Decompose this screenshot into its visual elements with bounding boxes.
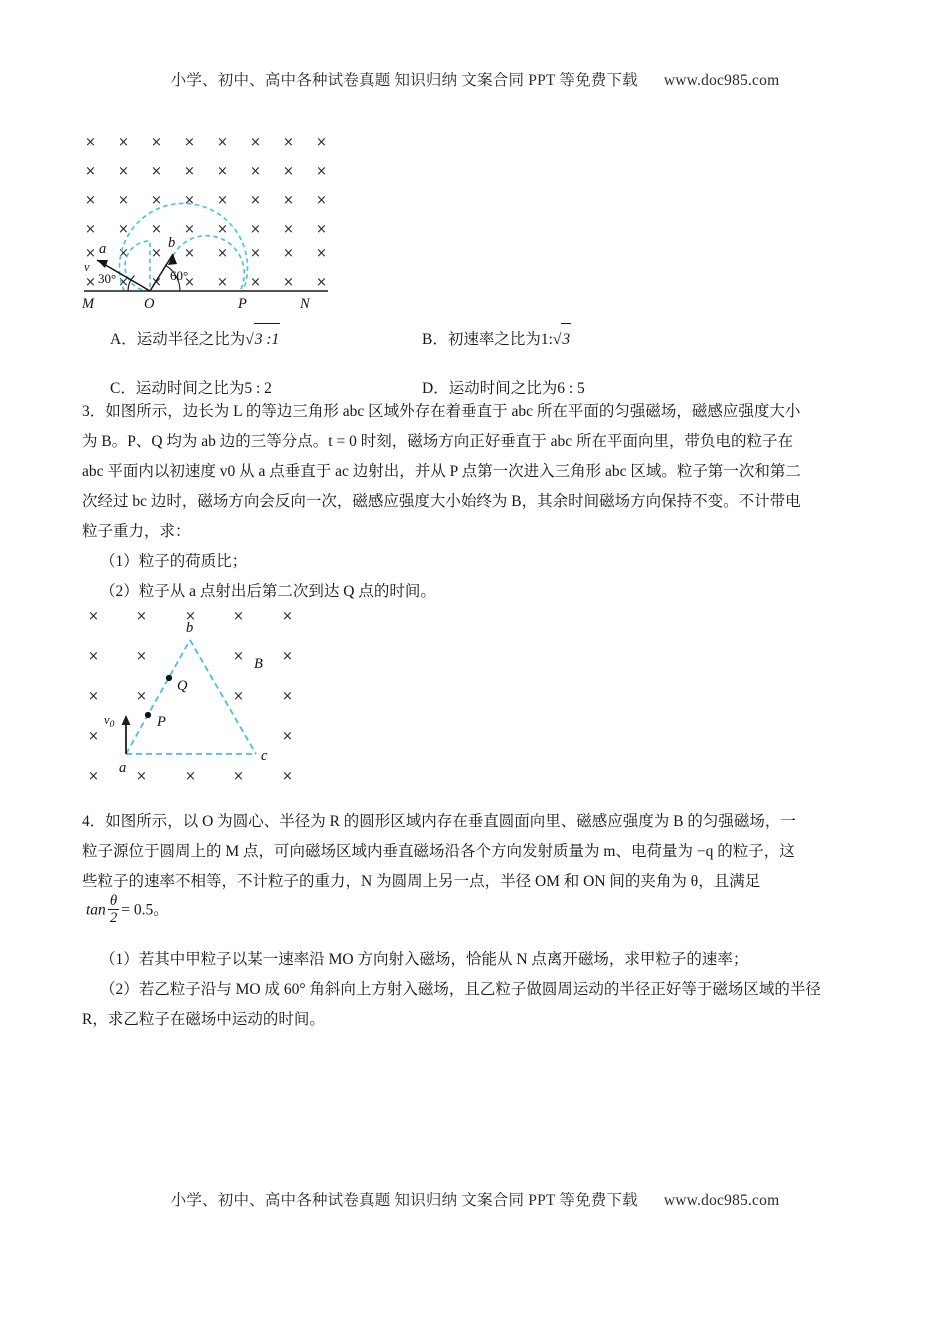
figure1-label-v: v [84,260,90,274]
svg-text:×: × [250,222,261,237]
svg-text:×: × [184,246,195,261]
option-a-value: 3 :1 [254,323,281,355]
svg-text:×: × [151,222,162,237]
svg-text:×: × [283,275,294,290]
svg-text:×: × [151,164,162,179]
figure1-label-P: P [238,296,247,312]
svg-text:×: × [217,164,228,179]
svg-text:×: × [136,609,147,624]
figure2-label-Q: Q [177,678,188,694]
option-c-value: 5 : 2 [244,380,272,397]
svg-text:×: × [184,193,195,208]
svg-text:×: × [185,609,196,624]
svg-text:×: × [283,135,294,150]
option-c-prefix: C．运动时间之比为 [110,380,245,397]
header-banner-url: www.doc985.com [663,72,780,89]
svg-text:×: × [185,769,196,784]
option-b-radical: √3 [553,323,571,355]
svg-text:×: × [316,275,327,290]
svg-text:×: × [85,246,96,261]
svg-text:×: × [282,689,293,704]
svg-text:×: × [282,649,293,664]
figure-triangle-abc [78,602,358,790]
formula-equals: = 0.5 [121,901,154,919]
option-a-prefix: A．运动半径之比为 [110,331,246,348]
question3-sub1: （1）粒子的荷质比； [100,553,248,570]
angle-arc-30 [128,276,135,292]
svg-text:×: × [85,275,96,290]
svg-text:×: × [88,769,99,784]
question3-number: 3 [82,403,90,420]
svg-text:×: × [250,275,261,290]
option-b[interactable] [422,323,734,355]
svg-text:×: × [85,164,96,179]
svg-text:×: × [88,729,99,744]
formula-denominator: 2 [109,910,118,927]
svg-text:×: × [151,135,162,150]
svg-text:×: × [118,275,129,290]
svg-text:×: × [88,609,99,624]
question3-block [82,397,864,547]
question4-line3: 些粒子的速率不相等，不计粒子的重力，N 为圆周上另一点，半径 OM 和 ON 间的夹角为 θ，且满足 [82,873,761,890]
figure1-label-O: O [144,296,155,312]
footer-banner [0,1188,950,1210]
svg-text:×: × [283,246,294,261]
figure2-label-P: P [157,714,166,730]
formula-numerator: θ [109,893,118,909]
option-d-prefix: D．运动时间之比为 [422,380,558,397]
svg-text:×: × [151,246,162,261]
svg-text:×: × [85,222,96,237]
question4-formula [86,893,169,926]
svg-text:×: × [184,222,195,237]
svg-text:×: × [118,222,129,237]
figure2-label-c: c [261,748,268,764]
svg-text:×: × [283,222,294,237]
figure2-label-a: a [119,760,127,776]
svg-text:×: × [118,164,129,179]
svg-text:×: × [233,609,244,624]
svg-text:×: × [118,246,129,261]
figure1-angle-30: 30° [98,271,117,286]
question4-number: 4 [82,813,90,830]
question4-block [82,807,864,897]
figure2-label-v0: $v_0$ [104,713,115,730]
svg-text:×: × [151,193,162,208]
svg-text:×: × [217,246,228,261]
header-banner [0,68,950,90]
svg-text:×: × [316,164,327,179]
figure1-label-M: M [82,296,95,312]
svg-text:×: × [233,649,244,664]
svg-text:×: × [316,193,327,208]
svg-text:×: × [316,222,327,237]
velocity-vector-a-arrowhead [97,260,108,268]
figure-magnetic-half-plane [80,128,340,312]
option-b-value-pre: 1: [540,331,553,348]
svg-text:×: × [316,135,327,150]
figure1-angle-60: 60° [170,268,189,283]
svg-text:×: × [118,193,129,208]
figure2-label-B: B [254,656,263,672]
option-b-value: 3 [561,323,571,355]
option-row-ab [110,323,870,355]
svg-text:×: × [250,135,261,150]
velocity-v0-arrowhead [122,715,131,725]
question3-line1-text: ．如图所示，边长为 L 的等边三角形 abc 区域外存在着垂直于 abc 所在平面的匀强磁场，磁感应强度大小 [89,403,801,420]
svg-text:×: × [184,164,195,179]
question4-sub2: （2）若乙粒子沿与 MO 成 60° 角斜向上方射入磁场，且乙粒子做圆周运动的半径正好等于磁场区域的半径 [100,981,821,998]
svg-text:×: × [282,729,293,744]
svg-text:×: × [88,689,99,704]
figure2-label-b: b [186,620,194,636]
question3-line1 [82,397,864,427]
point-P-dot [145,712,151,718]
svg-text:×: × [282,769,293,784]
svg-text:×: × [217,275,228,290]
svg-text:×: × [283,164,294,179]
question3-line3: abc 平面内以初速度 v0 从 a 点垂直于 ac 边射出，并从 P 点第一次进入三角形 abc 区域。粒子第一次和第二 [82,463,801,480]
svg-text:×: × [217,222,228,237]
svg-text:×: × [136,689,147,704]
question4-sub1: （1）若其中甲粒子以某一速率沿 MO 方向射入磁场，恰能从 N 点离开磁场，求甲粒子的速率； [100,951,749,968]
svg-text:×: × [217,193,228,208]
figure1-label-a: a [99,241,107,257]
figure2-svg [78,602,358,790]
triangle-side-bc [190,640,256,754]
formula-fraction [108,893,119,926]
figure1-label-b: b [168,235,176,251]
svg-text:×: × [85,193,96,208]
svg-text:×: × [250,193,261,208]
option-a[interactable] [110,323,422,355]
svg-text:×: × [136,649,147,664]
option-a-radical: √3 :1 [245,323,280,355]
svg-text:×: × [282,609,293,624]
option-b-prefix: B．初速率之比为 [422,331,541,348]
header-banner-text: 小学、初中、高中各种试卷真题 知识归纳 文案合同 PPT 等免费下载 [170,72,638,89]
figure1-svg [80,128,340,312]
question4-line1-text: ．如图所示，以 O 为圆心、半径为 R 的圆形区域内存在垂直圆面向里、磁感应强度为 B 的匀强磁场，一 [89,813,796,830]
question3-line5: 粒子重力，求： [82,523,191,540]
svg-text:×: × [233,769,244,784]
svg-text:×: × [85,135,96,150]
svg-text:×: × [316,246,327,261]
point-Q-dot [166,675,172,681]
question2-options [110,323,870,404]
svg-text:×: × [250,164,261,179]
formula-tan: tan [86,901,106,919]
question4-sub3: R，求乙粒子在磁场中运动的时间。 [82,1011,325,1028]
svg-text:×: × [217,135,228,150]
question4-line2: 粒子源位于圆周上的 M 点，可向磁场区域内垂直磁场沿各个方向发射质量为 m、电荷量为 −q 的粒子，这 [82,843,795,860]
question3-sub2: （2）粒子从 a 点射出后第二次到达 Q 点的时间。 [100,583,436,600]
question3-line2: 为 B。P、Q 均为 ab 边的三等分点。t = 0 时刻，磁场方向正好垂直于 abc 所在平面向里，带负电的粒子在 [82,433,793,450]
svg-text:×: × [118,135,129,150]
figure1-cross-grid [85,135,327,290]
svg-text:×: × [250,246,261,261]
svg-text:×: × [283,193,294,208]
svg-text:×: × [88,649,99,664]
svg-text:×: × [136,769,147,784]
question4-line1 [82,807,864,837]
option-d-value: 6 : 5 [557,380,585,397]
question3-line4: 次经过 bc 边时，磁场方向会反向一次，磁感应强度大小始终为 B，其余时间磁场方向保持不变。不计带电 [82,493,801,510]
svg-text:×: × [151,275,162,290]
figure1-label-N: N [300,296,310,312]
svg-text:×: × [184,275,195,290]
svg-text:×: × [233,689,244,704]
footer-banner-url: www.doc985.com [663,1192,780,1209]
svg-text:×: × [184,135,195,150]
formula-period: 。 [153,901,169,919]
footer-banner-text: 小学、初中、高中各种试卷真题 知识归纳 文案合同 PPT 等免费下载 [170,1192,638,1209]
